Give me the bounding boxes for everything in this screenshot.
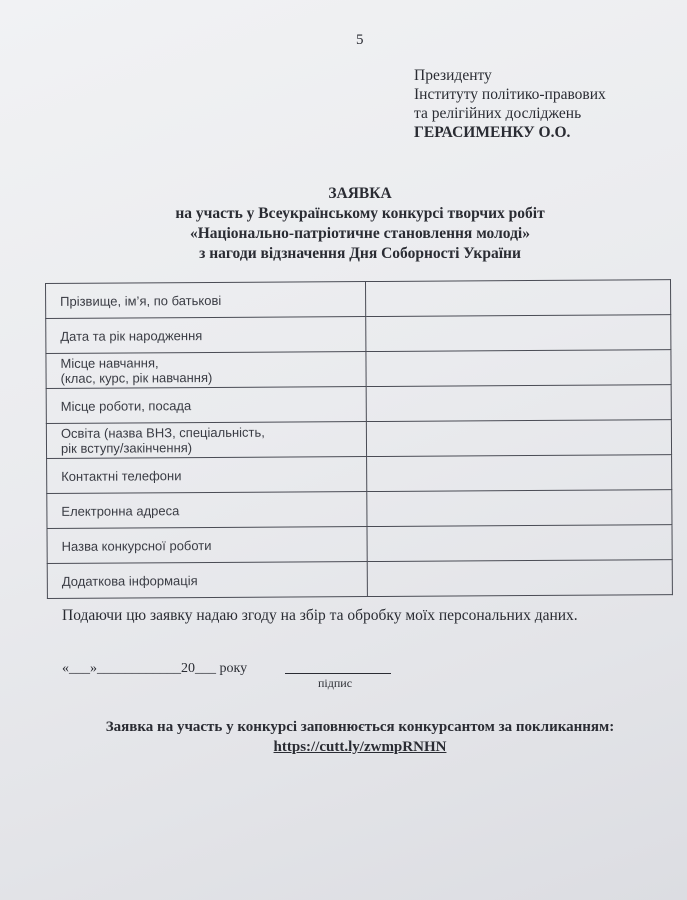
form-row-birth-date [46,315,671,354]
submission-link[interactable]: https://cutt.ly/zwmpRNHN [273,739,447,755]
form-label [46,352,366,389]
form-label: Електронна адреса [47,492,367,529]
form-row-additional-info [47,560,672,599]
form-label-line: Освіта (назва ВНЗ, спеціальність, [60,424,265,441]
form-row-work-title [47,525,672,564]
form-field-phones[interactable] [367,455,672,492]
consent-statement: Подаючи цю заявку надаю згоду на збір та обробку моїх персональних даних. [62,607,578,624]
page-number: 5 [356,32,364,48]
signature-caption: підпис [318,676,353,690]
form-row-education [46,420,671,459]
form-field-study-place[interactable] [366,350,671,387]
addressee-line: Президенту [414,67,492,84]
form-label: Прізвище, ім’я, по батькові [46,282,366,319]
form-label: Назва конкурсної роботи [47,527,367,564]
heading-line: з нагоди відзначення Дня Соборності України [199,245,521,262]
form-label-line: рік вступу/закінчення) [60,440,193,456]
form-label-line: (клас, курс, рік навчання) [60,369,213,386]
form-row-full-name [46,280,671,319]
form-field-work-place[interactable] [366,385,671,422]
addressee-name: ГЕРАСИМЕНКУ О.О. [414,124,571,141]
heading-line: «Національно-патріотичне становлення молоді» [189,225,530,242]
form-label: Місце роботи, посада [46,387,366,424]
heading-line: на участь у Всеукраїнському конкурсі творчих робіт [175,205,545,222]
form-label: Дата та рік народження [46,317,366,354]
form-field-email[interactable] [367,490,672,527]
form-row-work-place [46,385,671,424]
signature-line[interactable] [285,660,391,674]
addressee-line: Інституту політико-правових [414,86,606,103]
form-label: Контактні телефони [47,457,367,494]
submission-note [0,717,687,757]
form-row-email [47,490,672,529]
form-field-full-name[interactable] [365,280,670,317]
form-label: Додаткова інформація [47,562,367,599]
form-label [46,422,366,459]
form-field-work-title[interactable] [367,525,672,562]
addressee-block [414,66,606,142]
form-label-line: Місце навчання, [60,355,159,371]
application-heading [0,184,687,264]
form-field-additional-info[interactable] [367,560,672,597]
form-row-phones [47,455,672,494]
form-row-study-place [46,350,671,389]
form-field-education[interactable] [366,420,671,457]
heading-title: ЗАЯВКА [328,185,392,202]
form-field-birth-date[interactable] [366,315,671,352]
addressee-line: та релігійних досліджень [414,105,582,122]
application-form-table [45,279,673,599]
submission-note-text: Заявка на участь у конкурсі заповнюється конкурсантом за покликанням: [105,719,615,735]
date-line: «___»____________20___ року [62,661,248,676]
